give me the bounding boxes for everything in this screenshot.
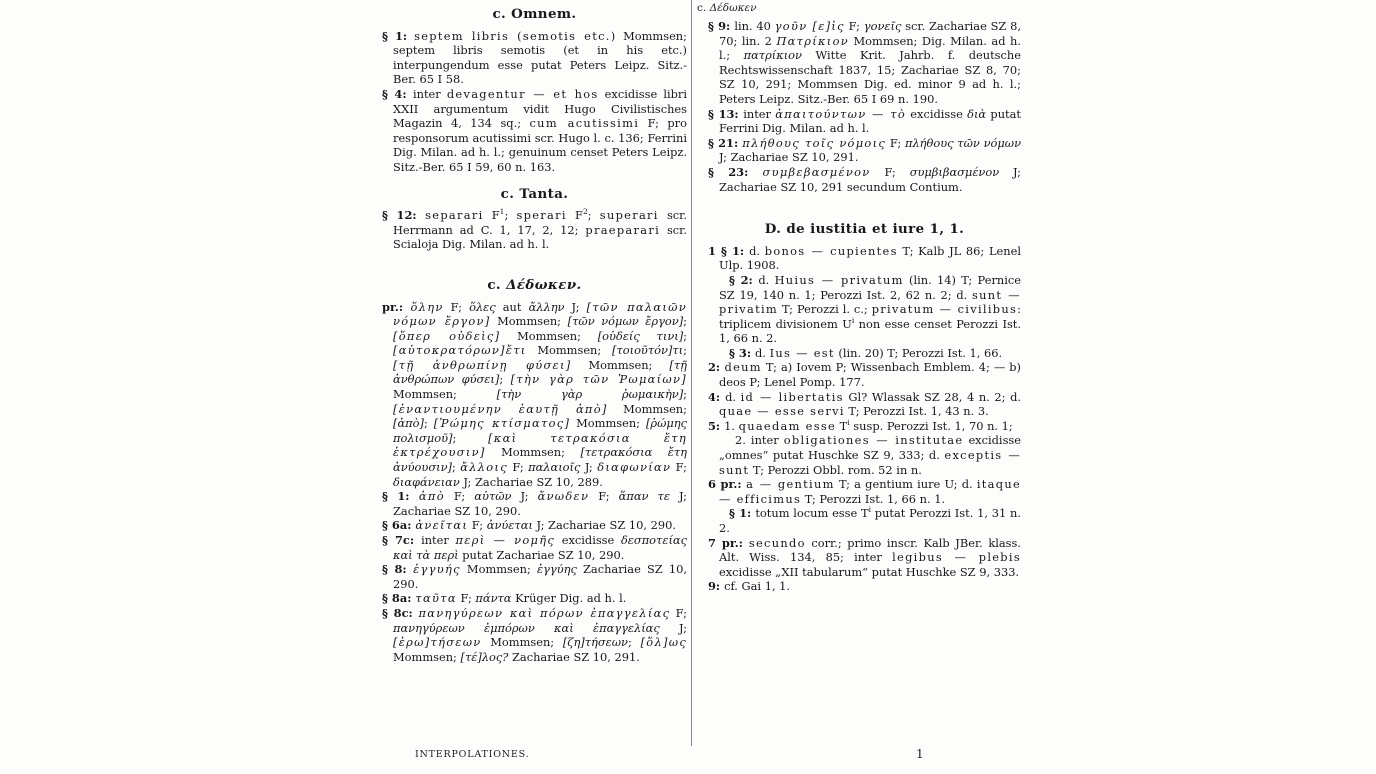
text-segment: [ὅλ]ως	[640, 635, 687, 650]
text-segment: J; Zachariae SZ 10, 290.	[393, 489, 687, 518]
entry-number: 5:	[708, 418, 725, 433]
text-segment: scr. Herrmann ad C. 1, 17, 2, 12;	[393, 208, 688, 237]
apparatus-entry	[382, 87, 687, 175]
text-segment: πανηγύρεων καὶ πόρων ἐπαγγελίας	[418, 605, 671, 620]
text-segment: excidisse libri XXII argumentum vidit Hugo Civilistisches Magazin 4, 134 sq.;	[393, 86, 687, 131]
text-segment: γοῦν [ε]ἰς	[774, 19, 845, 33]
text-segment: bonos — cupientes	[764, 243, 898, 258]
text-segment: Mommsen; Dig. Milan. ad h. l.;	[719, 33, 1021, 63]
text-segment: F	[566, 208, 583, 223]
text-segment: septem libris (semotis etc.)	[414, 28, 617, 43]
text-segment: corr.; primo inscr. Kalb JBer. klass. Alt. Wiss. 134, 85; inter	[719, 535, 1021, 565]
text-segment: T; Perozzi Obbl. rom. 52 in n.	[749, 462, 922, 477]
text-segment: ἀνύεται	[486, 518, 533, 533]
apparatus-entry	[708, 506, 1021, 535]
text-segment: totum locum esse T	[755, 506, 869, 521]
text-segment: Mommsen;	[485, 445, 581, 460]
apparatus-entry	[708, 19, 1021, 107]
text-segment: [καὶ τετρακόσια ἔτη ἐκτρέχουσιν]	[393, 430, 687, 460]
entry-label: pr.:	[382, 299, 411, 314]
text-segment: J;	[511, 489, 538, 504]
text-segment: J; Zachariae SZ 10, 289.	[459, 474, 603, 489]
text-segment: T; Perozzi Ist. 1, 43 n. 3.	[844, 404, 989, 419]
apparatus-entry	[382, 606, 687, 664]
text-segment: διὰ	[967, 106, 987, 121]
text-segment: [τῇ ἀνθρώπων φύσει]	[393, 357, 687, 387]
page-number: 1	[916, 747, 924, 761]
text-segment: D. de iustitia et iure 1, 1.	[764, 221, 965, 238]
text-segment: F;	[886, 135, 905, 150]
text-segment: ἄνωδεν	[537, 489, 590, 504]
apparatus-section	[382, 7, 687, 175]
section-heading	[382, 278, 687, 293]
text-segment: Gl? Wlassak SZ 28, 4 n. 2; d.	[843, 389, 1021, 404]
text-segment: πάντα	[475, 591, 512, 606]
apparatus-entry	[708, 579, 1021, 594]
text-segment: Mommsen; septem libris semotis (et in his etc.) interpungendum esse putat Peters Leipz. Sitz.-Ber. 65 I 58.	[393, 28, 687, 87]
text-segment: superari	[599, 208, 659, 223]
text-segment: F;	[589, 489, 619, 504]
text-segment: ὅλες	[469, 299, 496, 314]
entry-label: § 3:	[729, 345, 756, 360]
entry-label: § 7c:	[382, 533, 422, 547]
text-segment: περὶ — νομῆς	[455, 533, 556, 547]
left-column	[382, 4, 687, 664]
text-segment: Witte Krit. Jahrb. f. deutsche Rechtswissenschaft 1837, 15; Zachariae SZ 8, 70; SZ 10, 291; Mommsen Dig. ed. minor 9 ad h. l.; Peters Leipz. Sitz.-Ber. 65 I 69 n. 190.	[719, 48, 1021, 106]
running-head	[697, 2, 757, 14]
text-segment: αὐτῶν	[474, 489, 512, 504]
text-segment: praeparari	[585, 222, 661, 237]
apparatus-entry	[382, 29, 687, 87]
text-segment: i	[847, 418, 850, 428]
text-segment: F;	[444, 489, 475, 504]
text-segment: J;	[580, 460, 598, 475]
text-segment: ;	[504, 208, 517, 223]
section-heading	[382, 187, 687, 202]
text-segment: διαφωνίαν	[597, 460, 672, 475]
text-segment: inter	[421, 533, 456, 547]
text-segment: ;	[423, 416, 434, 431]
apparatus-section	[382, 187, 687, 252]
entry-label: § 6a:	[382, 518, 416, 533]
text-segment: [τῇ ἀνθρωπίνῃ φύσει]	[393, 357, 572, 372]
text-segment: putat Ferrini Dig. Milan. ad h. l.	[719, 106, 1021, 136]
apparatus-entry	[382, 591, 687, 606]
text-segment: Ius — est	[769, 345, 835, 360]
text-segment: ἐγγύης	[536, 562, 577, 577]
text-segment: separari	[425, 208, 484, 223]
apparatus-entry	[708, 390, 1021, 419]
text-segment: πατρίκιον	[743, 48, 802, 63]
text-segment: Zachariae SZ 10, 290.	[393, 562, 687, 591]
entry-label: § 9:	[708, 19, 735, 33]
text-segment: F;	[468, 518, 487, 533]
text-segment: Mommsen;	[481, 635, 563, 650]
text-segment: ὅλην	[410, 299, 444, 314]
apparatus-entry	[708, 419, 1021, 434]
text-segment: sunt — privatim	[719, 287, 1021, 317]
entry-label: § 4:	[382, 86, 413, 101]
text-segment: c. Tanta.	[500, 185, 569, 202]
text-segment: F; pro responsorum acutissimi scr. Hugo l. c. 136; Ferrini Dig. Milan. ad h. l.; genuinum censet Peters Leipz. Sitz.-Ber. 65 I 59, 60 n. 163.	[393, 116, 687, 174]
text-segment: lin. 40	[734, 19, 775, 33]
text-segment: ἄλλοις	[460, 460, 508, 475]
text-segment: d.	[758, 272, 775, 287]
text-segment: scr. Scialoja Dig. Milan. ad h. l.	[393, 222, 687, 252]
text-segment: ἄλλην	[528, 299, 565, 314]
right-column	[708, 19, 1021, 594]
entry-number: 7	[708, 535, 722, 550]
text-segment: Zachariae SZ 10, 291.	[508, 649, 640, 664]
entry-number: 2:	[708, 360, 725, 375]
text-segment: ;	[499, 372, 511, 387]
text-segment: Mommsen;	[393, 387, 497, 402]
text-segment: Krüger Dig. ad h. l.	[511, 591, 627, 606]
text-segment: excidisse „XII tabularum“ putat Huschke SZ 9, 333.	[719, 564, 1020, 579]
text-segment: [τῶν παλαιῶν νόμων ἔργον]	[393, 299, 687, 329]
apparatus-entry	[382, 489, 687, 518]
text-segment: [αὐτοκρατόρων]ἔτι	[393, 343, 527, 358]
entry-number: 9:	[708, 579, 725, 594]
section-heading	[708, 222, 1021, 237]
text-segment: [ἐναντιουμένην ἑαυτῇ ἀπὸ]	[393, 401, 608, 416]
text-segment: 1.	[724, 418, 739, 433]
text-segment: ἅπαν τε	[618, 489, 670, 504]
entry-label: § 13:	[708, 106, 744, 121]
text-segment: susp. Perozzi Ist. 1, 70 n. 1;	[849, 418, 1013, 433]
entry-label: § 23:	[708, 164, 763, 179]
text-segment: cum acutissimi	[529, 116, 640, 131]
apparatus-section	[708, 19, 1021, 194]
text-segment: [τετρακόσια ἔτη ἀνύουσιν]	[393, 445, 688, 475]
apparatus-entry	[708, 165, 1021, 194]
text-segment: ταῦτα	[415, 591, 457, 606]
entry-label: § 1:	[382, 28, 415, 43]
text-segment: Huius — privatum	[774, 272, 904, 287]
text-segment: ;	[683, 314, 687, 329]
text-segment: [ὅπερ οὐδεὶς]	[393, 328, 501, 343]
text-segment: Δέδωκεν.	[506, 276, 582, 293]
text-segment: J; Zachariae SZ 10, 291 secundum Contium.	[719, 164, 1021, 194]
text-segment: [τοιοῦτόν]τι	[612, 343, 684, 358]
text-segment: T; a) Iovem P; Wissenbach Emblem. 4; — b) deos P; Lenel Pomp. 177.	[719, 360, 1021, 390]
text-segment: F	[483, 208, 500, 223]
apparatus-entry	[708, 360, 1021, 389]
text-segment: a — gentium	[746, 477, 835, 492]
text-segment: [τῶν νόμων ἔργον]	[567, 314, 684, 329]
text-segment: 2	[582, 207, 588, 217]
text-segment: συμβεβασμένον	[762, 164, 871, 179]
text-segment: [τέ]λος?	[460, 649, 509, 664]
text-segment: ;	[683, 387, 687, 402]
text-segment: F;	[670, 605, 687, 620]
entry-label: § 1:	[382, 489, 419, 504]
text-segment: privatum — civilibus	[871, 302, 1018, 317]
text-segment: c.	[487, 276, 507, 293]
text-segment: ἐγγυής	[413, 562, 461, 577]
text-segment: F;	[443, 299, 470, 314]
text-segment: Mommsen;	[393, 649, 461, 664]
text-segment: (lin. 20) T; Perozzi Ist. 1, 66.	[834, 345, 1003, 360]
text-segment: ;	[683, 328, 687, 343]
apparatus-entry	[382, 300, 687, 490]
text-segment: legibus — plebis	[892, 550, 1021, 565]
text-segment: inter	[743, 106, 776, 121]
text-segment: d.	[749, 243, 765, 258]
text-segment: inter	[412, 86, 447, 101]
text-segment: πλήθους τοῖς νόμοις	[742, 135, 887, 150]
running-head-greek: Δέδωκεν	[709, 2, 757, 14]
text-segment: itaque — efficimus	[719, 477, 1022, 506]
text-segment: [οὐδείς τινι]	[597, 328, 684, 343]
text-segment: ;	[683, 343, 687, 358]
text-segment: F;	[507, 460, 529, 475]
text-segment: id — libertatis	[740, 389, 844, 404]
text-segment: excidisse	[906, 106, 968, 121]
column-divider-rule	[691, 0, 692, 746]
text-segment: [τὴν γὰρ ῥωμαικὴν]	[496, 387, 684, 402]
text-segment: d.	[755, 345, 770, 360]
text-segment: F;	[870, 164, 910, 179]
text-segment: deum	[724, 360, 762, 375]
text-segment: putat Zachariae SZ 10, 290.	[458, 547, 625, 562]
text-segment: T; Perozzi Ist. 1, 66 n. 1.	[801, 491, 946, 506]
text-segment: F;	[844, 19, 864, 33]
apparatus-entry	[382, 533, 687, 562]
text-segment: ;	[452, 430, 489, 445]
text-segment: ἀπὸ	[418, 489, 445, 504]
text-segment: Mommsen;	[460, 562, 537, 577]
text-segment: exceptis — sunt	[719, 448, 1022, 477]
text-segment: 2. inter	[735, 433, 784, 448]
text-segment: T; Kalb JL 86; Lenel Ulp. 1908.	[719, 243, 1021, 273]
text-segment: obligationes — institutae	[783, 433, 964, 448]
entry-number: 1	[708, 243, 721, 258]
apparatus-section	[708, 222, 1021, 594]
apparatus-entry	[708, 346, 1021, 361]
apparatus-entry	[382, 518, 687, 533]
text-segment: i	[868, 505, 872, 515]
apparatus-entry	[708, 273, 1021, 346]
text-segment: devagentur — et hos	[446, 86, 599, 101]
entry-label: § 8c:	[382, 605, 419, 620]
entry-label: § 8a:	[382, 591, 416, 606]
text-segment: d.	[725, 389, 741, 404]
text-segment: [Ῥώμης κτίσματος]	[433, 416, 571, 431]
text-segment: : triplicem divisionem U	[719, 302, 1021, 331]
text-segment: sperari	[516, 208, 567, 223]
text-segment: (lin. 14) T; Pernice SZ 19, 140 n. 1; Perozzi Ist. 2, 62 n. 2; d.	[719, 272, 1021, 302]
apparatus-entry	[708, 477, 1021, 506]
apparatus-entry	[708, 244, 1021, 273]
entry-label: pr.:	[721, 535, 749, 550]
apparatus-entry	[708, 433, 1021, 477]
text-segment: T; Perozzi l. c.;	[778, 302, 872, 317]
text-segment: quaedam esse	[738, 418, 837, 433]
apparatus-entry	[708, 107, 1021, 136]
footer-signature: INTERPOLATIONES.	[415, 749, 530, 760]
apparatus-entry	[382, 562, 687, 591]
text-segment: [ἐρω]τήσεων	[393, 635, 482, 650]
text-segment: Mommsen;	[500, 328, 598, 343]
text-segment: J; Zachariae SZ 10, 291.	[719, 150, 859, 165]
entry-number: 4:	[708, 389, 726, 404]
text-segment: c. Omnem.	[492, 6, 577, 22]
text-segment: ;	[627, 635, 641, 650]
text-segment: F;	[671, 460, 687, 475]
text-segment: πλήθους τῶν νόμων	[904, 135, 1021, 150]
text-segment: F;	[456, 591, 476, 606]
text-segment: Mommsen;	[570, 416, 646, 431]
text-segment: [ἀπὸ]	[393, 416, 424, 431]
text-segment: Mommsen;	[526, 343, 612, 358]
section-heading	[382, 7, 687, 22]
text-segment: aut	[495, 299, 529, 314]
text-segment: excidisse	[555, 533, 621, 547]
apparatus-entry	[382, 208, 687, 252]
text-segment: ;	[587, 208, 600, 223]
text-segment: J;	[659, 620, 687, 635]
text-segment: Mommsen;	[571, 357, 670, 372]
text-segment: non esse censet Perozzi Ist. 1, 66 n. 2.	[719, 316, 1021, 346]
text-segment: 1	[499, 207, 505, 217]
text-segment: ;	[451, 460, 461, 475]
entry-number: 6	[708, 477, 721, 492]
text-segment: i	[851, 315, 855, 325]
text-segment: T	[836, 418, 848, 433]
text-segment: γονεῖς	[863, 19, 902, 33]
entry-label: § 12:	[382, 208, 426, 223]
text-segment: cf. Gai 1, 1.	[724, 579, 791, 594]
text-segment: ἀπαιτούντων — τὸ	[775, 106, 907, 121]
text-segment: quae — esse servi	[719, 404, 845, 419]
text-segment: [ῥώμης πολισμοῦ]	[393, 416, 687, 445]
text-segment: παλαιοῖς	[528, 460, 581, 475]
apparatus-section	[382, 278, 687, 664]
text-segment: συμβιβασμένον	[909, 164, 1000, 179]
entry-label: § 8:	[382, 562, 414, 577]
text-segment: J; Zachariae SZ 10, 290.	[532, 518, 676, 533]
text-segment: scr. Zachariae SZ 8, 70; lin. 2	[719, 19, 1021, 48]
entry-label: § 2:	[729, 272, 759, 287]
entry-label: § 21:	[708, 135, 743, 150]
text-segment: Πατρίκιον	[776, 33, 849, 48]
text-segment: Mommsen;	[607, 401, 687, 416]
apparatus-entry	[708, 536, 1021, 580]
text-segment: putat Perozzi Ist. 1, 31 n. 2.	[719, 506, 1021, 535]
text-segment: [ζη]τήσεων	[562, 635, 628, 650]
entry-label: pr.:	[720, 477, 747, 492]
entry-label: § 1:	[729, 506, 756, 521]
text-segment: πανηγύρεων ἐμπόρων καὶ ἐπαγγελίας	[393, 620, 660, 635]
text-segment: Mommsen;	[490, 314, 568, 329]
text-segment: ἀνεῖται	[415, 518, 469, 533]
apparatus-entry	[708, 136, 1021, 165]
text-segment: T; a gentium iure U; d.	[834, 477, 977, 492]
running-head-prefix: c.	[697, 2, 710, 14]
text-segment: δεσποτείας καὶ τὰ περὶ	[393, 533, 687, 562]
text-segment: excidisse „omnes“ putat Huschke SZ 9, 333; d.	[719, 433, 1021, 463]
text-segment: διαφάνειαν	[393, 474, 460, 489]
text-segment: J;	[564, 299, 587, 314]
entry-label: § 1:	[720, 243, 750, 258]
text-segment: [τὴν γὰρ τῶν Ῥωμαίων]	[510, 372, 687, 387]
text-segment: secundo	[748, 535, 806, 550]
